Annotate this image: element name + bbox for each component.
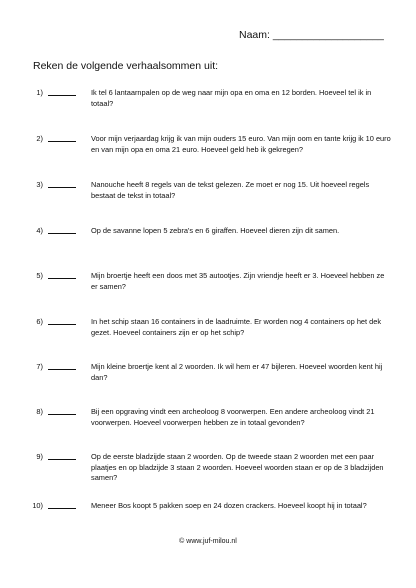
question-number: 10): [32, 501, 43, 510]
question-text: Nanouche heeft 8 regels van de tekst gelezen. Ze moet er nog 15. Uit hoeveel regels bestaat de tekst in totaal?: [91, 180, 370, 200]
answer-blank: [48, 508, 76, 509]
question-text: Meneer Bos koopt 5 pakken soep en 24 dozen crackers. Hoeveel koopt hij in totaal?: [91, 501, 367, 510]
answer-blank: [48, 278, 76, 279]
question-text: Op de eerste bladzijde staan 2 woorden. Op de tweede staan 2 woorden met een paar plaatjes en op bladzijde 3 staan 2 woorden. Hoeveel woorden staan er op de 3 bladzijden samen?: [91, 452, 384, 482]
answer-blank: [48, 369, 76, 370]
question-number: 9): [36, 452, 43, 461]
worksheet-heading: Reken de volgende verhaalsommen uit:: [33, 60, 219, 72]
question-number: 5): [36, 271, 43, 280]
question-number: 7): [36, 362, 43, 371]
question-text: In het schip staan 16 containers in de laadruimte. Er worden nog 4 containers op het dek gezet. Hoeveel containers zijn er op het schip?: [91, 317, 382, 337]
name-field-label: Naam: ___________________: [239, 29, 384, 41]
question-number: 3): [36, 180, 43, 189]
answer-blank: [48, 141, 76, 142]
question-text: Op de savanne lopen 5 zebra's en 6 giraffen. Hoeveel dieren zijn dit samen.: [91, 226, 340, 235]
answer-blank: [48, 459, 76, 460]
answer-blank: [48, 233, 76, 234]
question-number: 2): [36, 134, 43, 143]
question-text: Mijn kleine broertje kent al 2 woorden. Ik wil hem er 47 bijleren. Hoeveel woorden kent hij dan?: [91, 362, 383, 382]
answer-blank: [48, 414, 76, 415]
question-text: Ik tel 6 lantaarnpalen op de weg naar mijn opa en oma en 12 borden. Hoeveel tel ik in totaal?: [91, 88, 372, 108]
question-text: Voor mijn verjaardag krijg ik van mijn ouders 15 euro. Van mijn oom en tante krijg ik 10 euro en van mijn opa en oma 21 euro. Hoeveel geld heb ik gekregen?: [91, 134, 391, 154]
question-number: 1): [36, 88, 43, 97]
question-number: 8): [36, 407, 43, 416]
question-text: Mijn broertje heeft een doos met 35 autootjes. Zijn vriendje heeft er 3. Hoeveel hebben ze er samen?: [91, 271, 385, 291]
answer-blank: [48, 95, 76, 96]
answer-blank: [48, 187, 76, 188]
question-number: 6): [36, 317, 43, 326]
answer-blank: [48, 324, 76, 325]
footer-copyright: © www.juf-milou.nl: [179, 538, 237, 545]
question-text: Bij een opgraving vindt een archeoloog 8 voorwerpen. Een andere archeoloog vindt 21 voorwerpen. Hoeveel voorwerpen hebben ze in totaal gevonden?: [91, 407, 375, 427]
question-number: 4): [36, 226, 43, 235]
